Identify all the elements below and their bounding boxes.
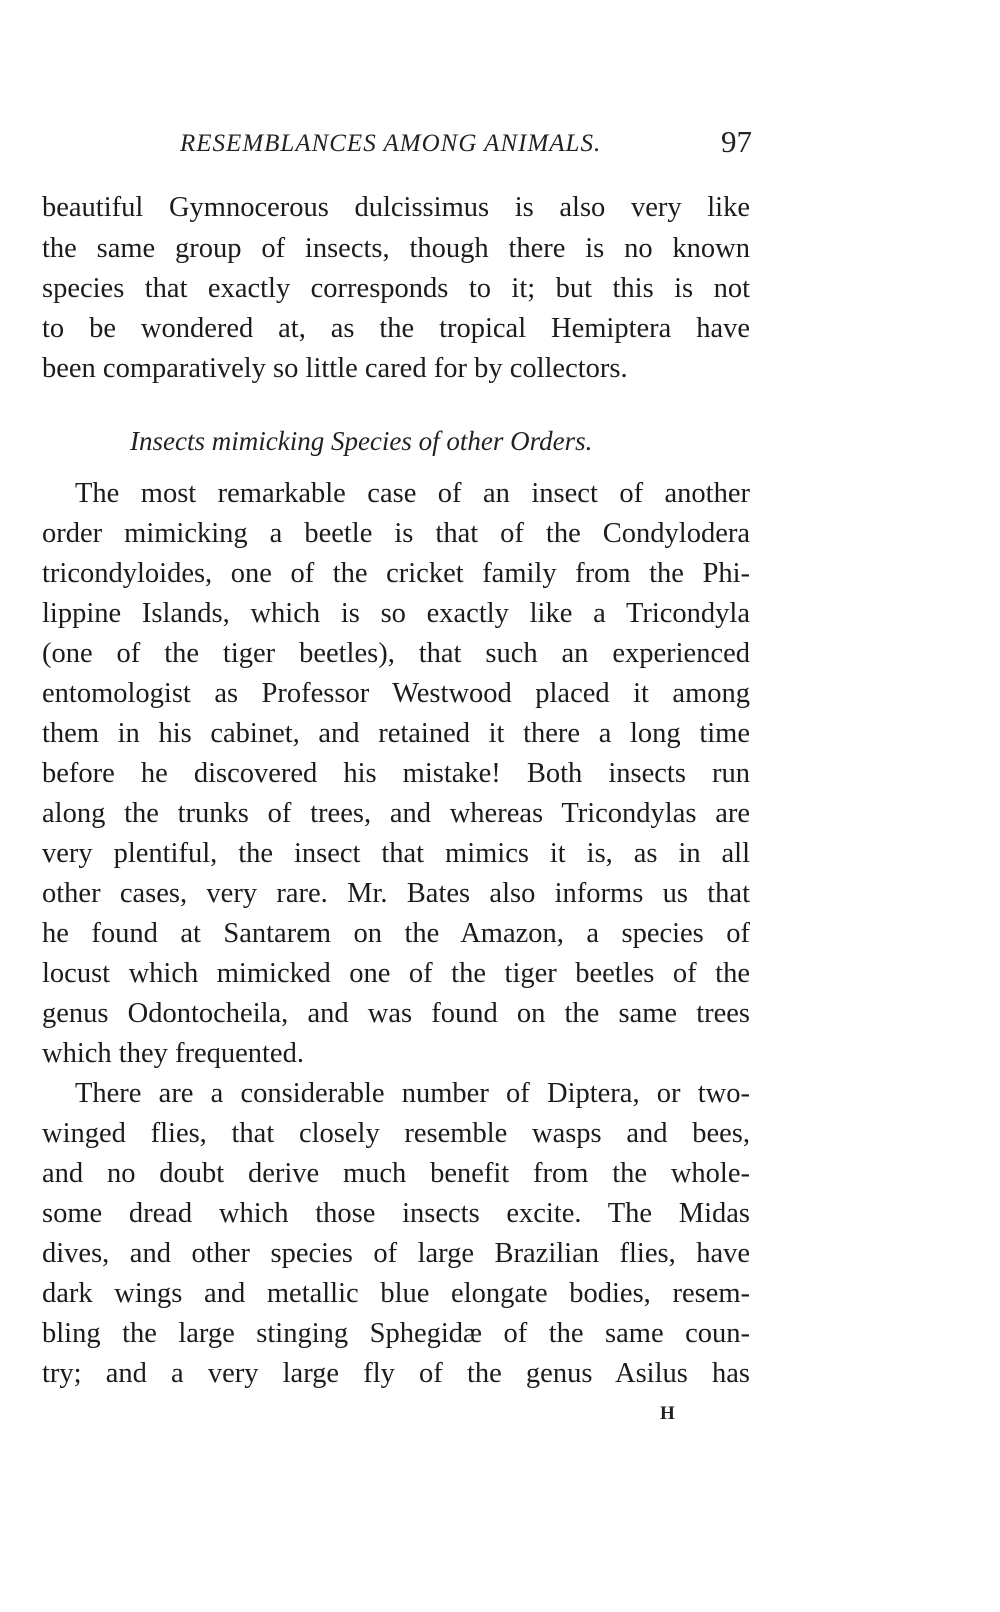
text-line: species that exactly corresponds to it; but this is not — [42, 273, 750, 304]
text-line: tricondyloides, one of the cricket family from the Phi- — [42, 558, 750, 589]
text-line: and no doubt derive much benefit from the whole- — [42, 1158, 750, 1189]
text-line: before he discovered his mistake! Both insects run — [42, 758, 750, 789]
text-line: very plentiful, the insect that mimics it is, as in all — [42, 838, 750, 869]
text-line: them in his cabinet, and retained it there a long time — [42, 718, 750, 749]
section-subheading: Insects mimicking Species of other Orders. — [130, 426, 593, 456]
text-line: genus Odontocheila, and was found on the same trees — [42, 998, 750, 1029]
text-line: other cases, very rare. Mr. Bates also informs us that — [42, 878, 750, 909]
text-line: some dread which those insects excite. The Midas — [42, 1198, 750, 1229]
text-line: The most remarkable case of an insect of another — [75, 478, 750, 509]
running-head: RESEMBLANCES AMONG ANIMALS. — [180, 130, 602, 157]
text-line: which they frequented. — [42, 1038, 304, 1069]
text-line: entomologist as Professor Westwood placed it among — [42, 678, 750, 709]
text-line: to be wondered at, as the tropical Hemiptera have — [42, 313, 750, 344]
text-line: the same group of insects, though there is no known — [42, 233, 750, 264]
page-number: 97 — [721, 124, 752, 159]
text-line: (one of the tiger beetles), that such an experienced — [42, 638, 750, 669]
text-line: try; and a very large fly of the genus Asilus has — [42, 1358, 750, 1389]
text-line: lippine Islands, which is so exactly like a Tricondyla — [42, 598, 750, 629]
text-line: been comparatively so little cared for by collectors. — [42, 353, 628, 384]
text-line: beautiful Gymnocerous dulcissimus is also very like — [42, 192, 750, 223]
text-line: locust which mimicked one of the tiger beetles of the — [42, 958, 750, 989]
text-line: bling the large stinging Sphegidæ of the same coun- — [42, 1318, 750, 1349]
signature-mark: H — [660, 1403, 675, 1424]
text-line: order mimicking a beetle is that of the Condylodera — [42, 518, 750, 549]
text-line: along the trunks of trees, and whereas Tricondylas are — [42, 798, 750, 829]
text-line: he found at Santarem on the Amazon, a species of — [42, 918, 750, 949]
text-line: There are a considerable number of Diptera, or two- — [75, 1078, 750, 1109]
text-line: dives, and other species of large Brazilian flies, have — [42, 1238, 750, 1269]
text-line: winged flies, that closely resemble wasps and bees, — [42, 1118, 750, 1149]
text-line: dark wings and metallic blue elongate bodies, resem- — [42, 1278, 750, 1309]
